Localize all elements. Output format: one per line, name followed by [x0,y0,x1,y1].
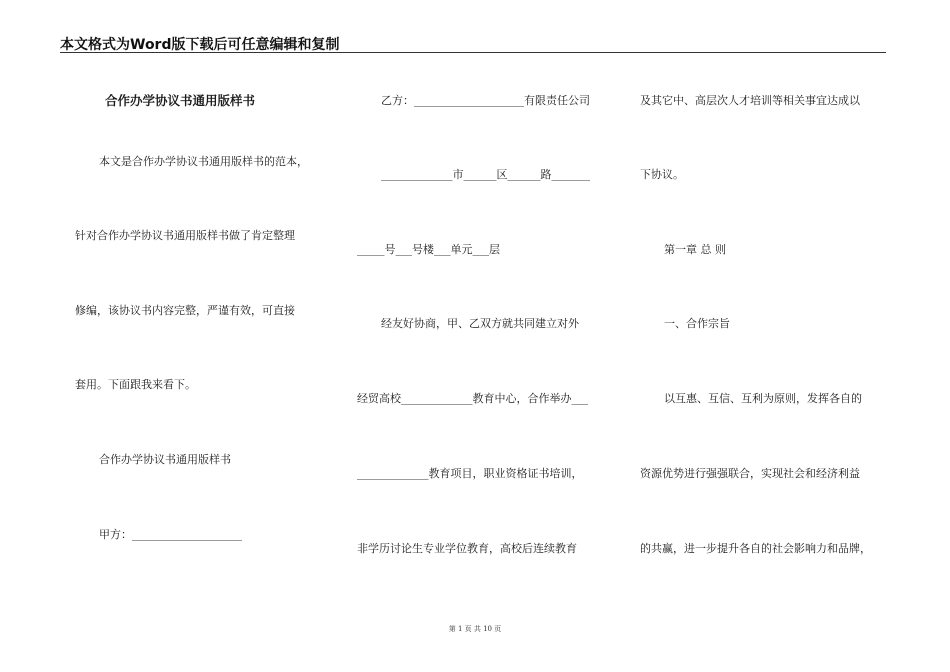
section-heading: 一、合作宗旨 [664,317,730,330]
body-line: 针对合作办学协议书通用版样书做了肯定整理 [75,229,295,242]
body-line: 本文是合作办学协议书通用版样书的范本， [99,155,308,168]
body-line: _____________教育项目，职业资格证书培训， [357,467,583,480]
page-number: 第 1 页 共 10 页 [448,625,502,633]
body-line: 以互惠、互信、互利为原则，发挥各自的 [664,392,862,405]
body-line: 经友好协商，甲、乙双方就共同建立对外 [381,317,579,330]
party-b-field: 乙方：____________________有限责任公司 [381,94,590,107]
body-line: 的共赢，进一步提升各自的社会影响力和品牌， [640,542,871,555]
document-header-banner: 本文格式为Word版下载后可任意编辑和复制 [60,37,340,53]
party-a-field: 甲方：____________________ [99,528,242,541]
body-line: 套用。下面跟我来看下。 [75,378,196,391]
body-line: 合作办学协议书通用版样书 [99,453,231,466]
document-title: 合作办学协议书通用版样书 [105,93,256,108]
address-field: _____号___号楼___单元___层 [357,243,500,256]
header-divider [60,52,886,53]
address-field: _____________市______区______路_______ [381,168,590,181]
body-line: 经贸高校_____________教育中心，合作举办___ [357,392,588,405]
body-line: 非学历讨论生专业学位教育，高校后连续教育 [357,542,577,555]
body-line: 资源优势进行强强联合，实现社会和经济利益 [640,467,860,480]
body-line: 及其它中、高层次人才培训等相关事宜达成以 [640,94,860,107]
body-line: 下协议。 [640,168,684,181]
chapter-heading: 第一章 总 则 [664,243,726,256]
body-line: 修编，该协议书内容完整，严谨有效，可直接 [75,304,295,317]
